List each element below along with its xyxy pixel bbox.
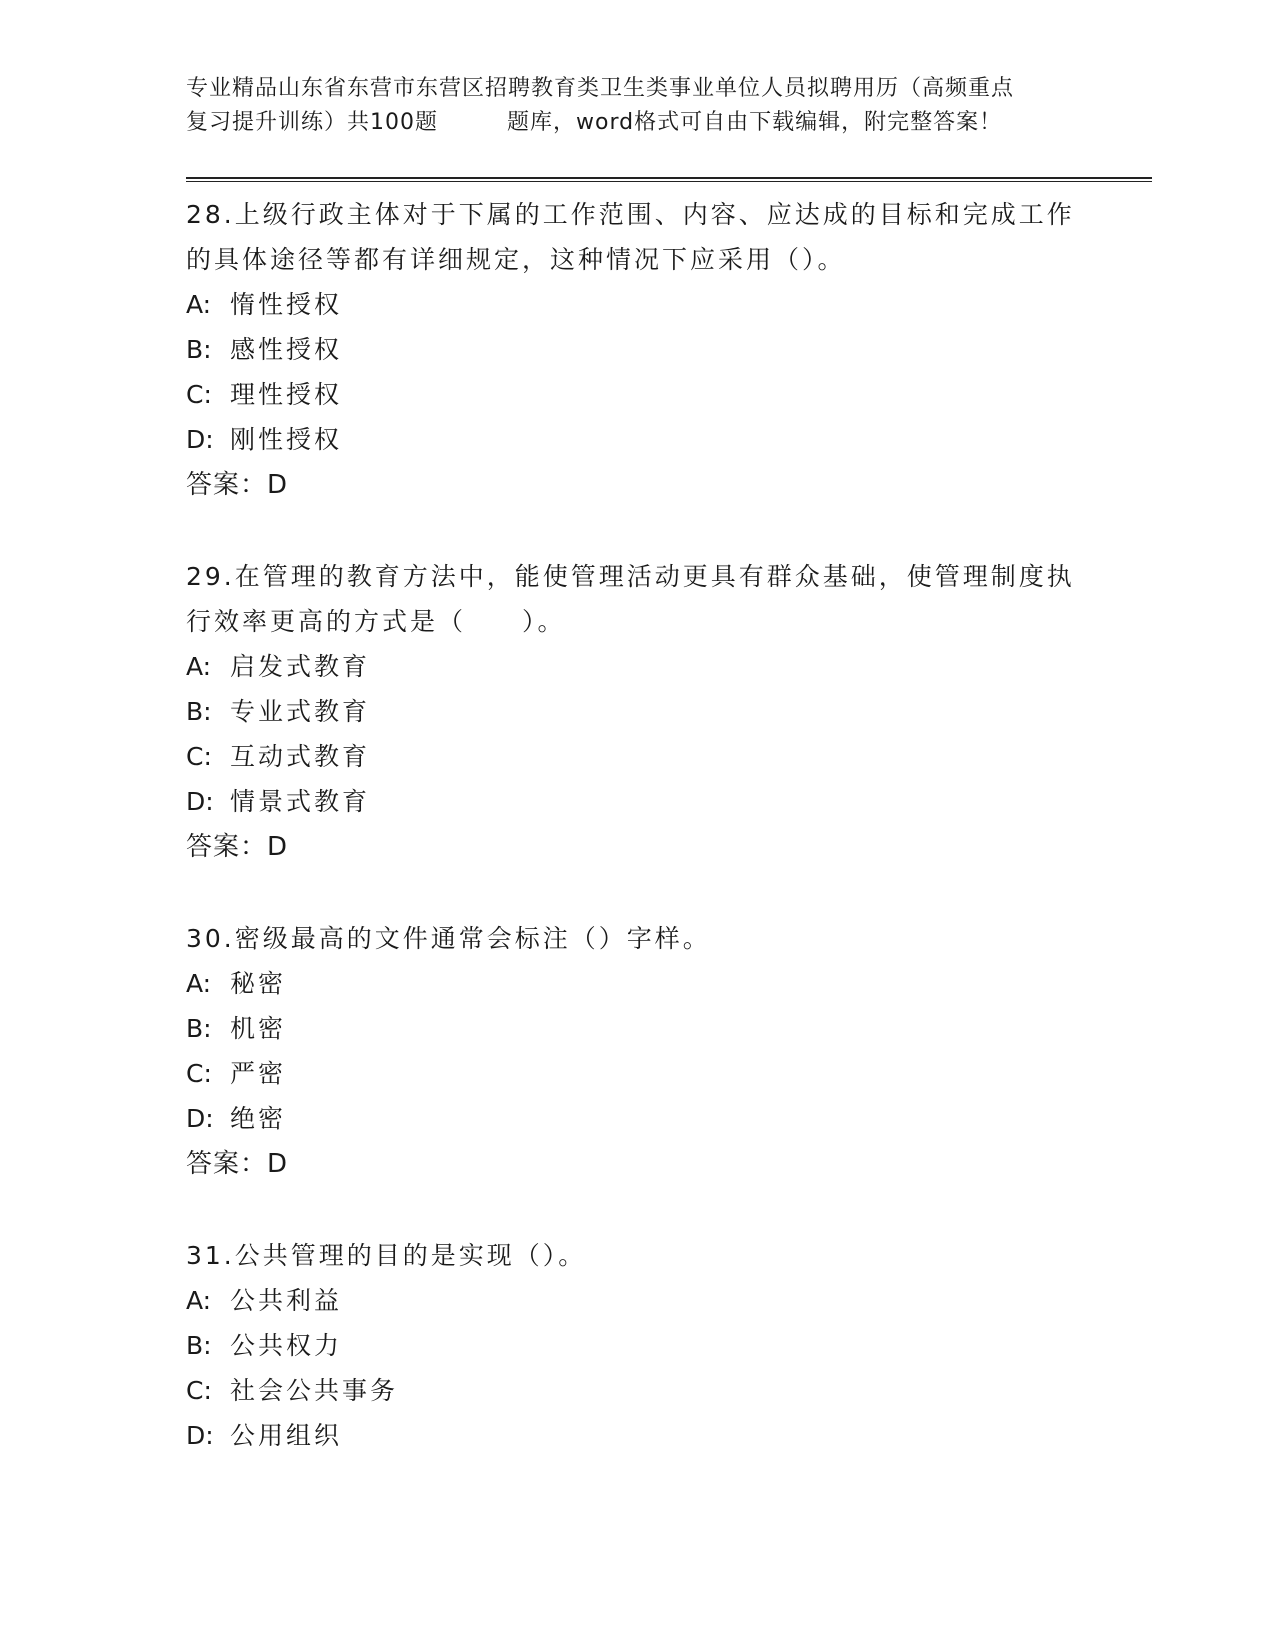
option-letter: C: [186, 742, 212, 771]
option-c [186, 1368, 1086, 1413]
option-a [186, 961, 1086, 1006]
answer-line: 答案：D [186, 470, 289, 500]
option-text: 互动式教育 [230, 742, 371, 771]
option-b [186, 1323, 1086, 1368]
question-stem: 28.上级行政主体对于下属的工作范围、内容、应达成的目标和完成工作的具体途径等都有详细规定，这种情况下应采用（）。 [186, 200, 1075, 274]
option-letter: B: [186, 1014, 212, 1043]
option-text: 惰性授权 [230, 290, 343, 319]
header-divider [186, 177, 1152, 182]
option-c [186, 372, 1086, 417]
header-line-1: 专业精品山东省东营市东营区招聘教育类卫生类事业单位人员拟聘用历（高频重点 [186, 76, 1015, 101]
header-line-2: 复习提升训练）共100题 题库，word格式可自由下载编辑，附完整答案！ [186, 110, 1003, 135]
option-text: 启发式教育 [230, 652, 371, 681]
option-d [186, 1413, 1086, 1458]
option-a [186, 1278, 1086, 1323]
answer-line: 答案：D [186, 832, 289, 862]
option-letter: C: [186, 1059, 212, 1088]
question-stem: 30.密级最高的文件通常会标注（）字样。 [186, 924, 711, 953]
question-stem: 29.在管理的教育方法中，能使管理活动更具有群众基础，使管理制度执行效率更高的方式是（ ）。 [186, 562, 1075, 636]
option-letter: A: [186, 652, 212, 681]
option-c [186, 734, 1086, 779]
option-letter: D: [186, 1421, 214, 1450]
option-b [186, 1006, 1086, 1051]
option-d [186, 1096, 1086, 1141]
option-text: 感性授权 [230, 335, 343, 364]
question-list [186, 192, 1086, 1504]
option-letter: A: [186, 290, 212, 319]
option-letter: C: [186, 380, 212, 409]
option-text: 秘密 [230, 969, 287, 998]
option-letter: C: [186, 1376, 212, 1405]
option-letter: B: [186, 1331, 212, 1360]
option-text: 刚性授权 [230, 425, 343, 454]
option-letter: D: [186, 425, 214, 454]
question-stem: 31.公共管理的目的是实现（）。 [186, 1241, 587, 1270]
option-text: 理性授权 [230, 380, 343, 409]
option-letter: D: [186, 1104, 214, 1133]
option-text: 公共权力 [230, 1331, 343, 1360]
option-text: 公用组织 [230, 1421, 343, 1450]
option-letter: A: [186, 1286, 212, 1315]
option-text: 专业式教育 [230, 697, 371, 726]
option-b [186, 689, 1086, 734]
option-text: 绝密 [230, 1104, 287, 1133]
option-text: 社会公共事务 [230, 1376, 399, 1405]
answer-line: 答案：D [186, 1149, 289, 1179]
question-30 [186, 916, 1086, 1187]
question-28 [186, 192, 1086, 508]
option-text: 情景式教育 [230, 787, 371, 816]
option-letter: A: [186, 969, 212, 998]
option-a [186, 282, 1086, 327]
page-header [186, 72, 1086, 140]
option-b [186, 327, 1086, 372]
option-d [186, 417, 1086, 462]
option-text: 严密 [230, 1059, 287, 1088]
option-letter: D: [186, 787, 214, 816]
option-letter: B: [186, 335, 212, 364]
question-31 [186, 1233, 1086, 1458]
option-c [186, 1051, 1086, 1096]
question-29 [186, 554, 1086, 870]
option-letter: B: [186, 697, 212, 726]
option-a [186, 644, 1086, 689]
option-d [186, 779, 1086, 824]
option-text: 机密 [230, 1014, 287, 1043]
option-text: 公共利益 [230, 1286, 343, 1315]
